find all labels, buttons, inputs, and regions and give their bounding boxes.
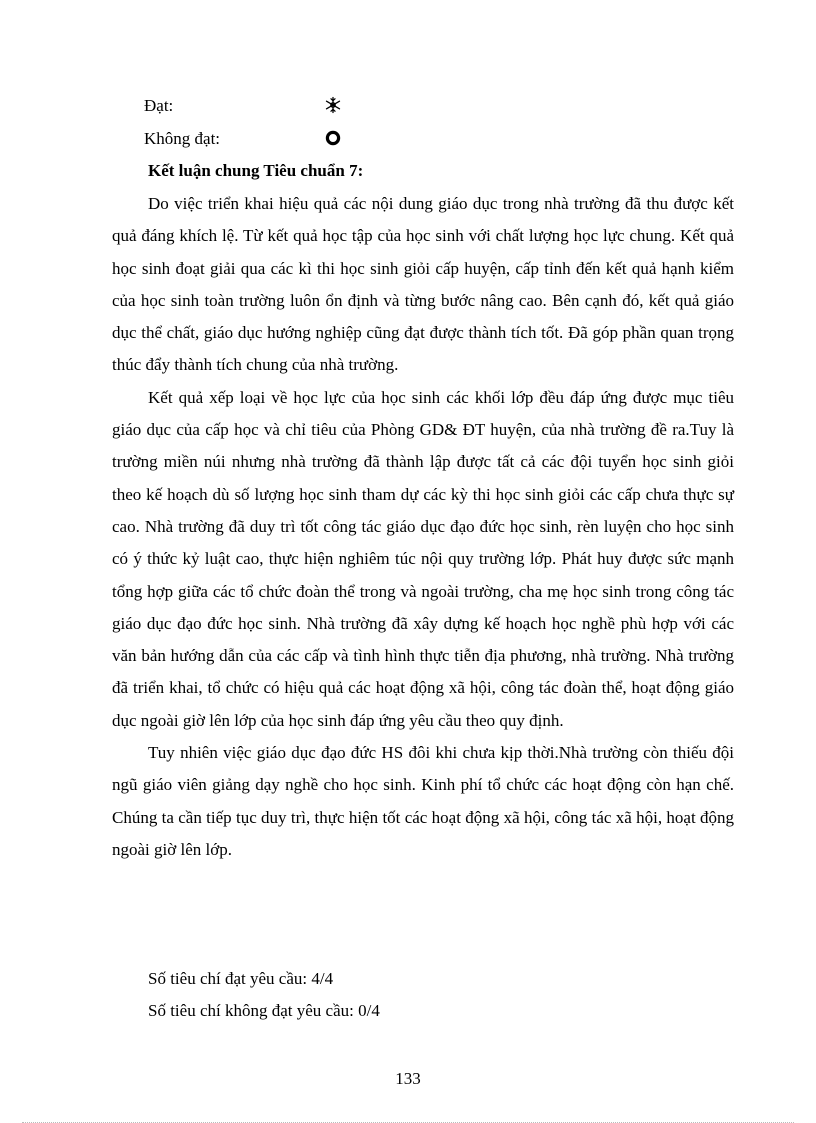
criteria-met-count: Số tiêu chí đạt yêu cầu: 4/4 — [148, 969, 334, 988]
legend-fail-label: Không đạt: — [144, 129, 221, 148]
criteria-not-met-count: Số tiêu chí không đạt yêu cầu: 0/4 — [148, 1001, 380, 1020]
ring-icon — [324, 129, 342, 147]
paragraph-limitations: Tuy nhiên việc giáo dục đạo đức HS đôi khi chưa kịp thời.Nhà trường còn thiếu đội ngũ giáo viên giảng dạy nghề cho học sinh. Kinh phí tổ chức các hoạt động còn hạn chế. Chúng ta cần tiếp tục duy trì, thực hiện tốt các hoạt động xã hội, công tác xã hội, hoạt động ngoài giờ lên lớp. — [112, 743, 734, 859]
body-text — [112, 188, 734, 866]
paragraph-summary: Do việc triển khai hiệu quả các nội dung giáo dục trong nhà trường đã thu được kết quả đáng khích lệ. Từ kết quả học tập của học sinh với chất lượng học lực chung. Kết quả học sinh đoạt giải qua các kì thi học sinh giỏi cấp huyện, cấp tỉnh đến kết quả hạnh kiểm của học sinh toàn trường luôn ổn định và từng bước nâng cao. Bên cạnh đó, kết quả giáo dục thể chất, giáo dục hướng nghiệp cũng đạt được thành tích tốt. Đã góp phần quan trọng thúc đẩy thành tích chung của nhà trường. — [112, 194, 734, 375]
paragraph-results: Kết quả xếp loại về học lực của học sinh các khối lớp đều đáp ứng được mục tiêu giáo dục của cấp học và chỉ tiêu của Phòng GD& ĐT huyện, của nhà trường đề ra.Tuy là trường miền núi nhưng nhà trường đã thành lập được tất cả các đội tuyển học sinh giỏi theo kế hoạch dù số lượng học sinh tham dự các kỳ thi học sinh giỏi các cấp chưa thực sự cao. Nhà trường đã duy trì tốt công tác giáo dục đạo đức học sinh, rèn luyện cho học sinh có ý thức kỷ luật cao, thực hiện nghiêm túc nội quy trường lớp. Phát huy được sức mạnh tổng hợp giữa các tổ chức đoàn thể trong và ngoài trường, cha mẹ học sinh trong công tác giáo dục đạo đức học sinh. Nhà trường đã xây dựng kế hoạch học nghề phù hợp với các văn bản hướng dẫn của các cấp và tình hình thực tiễn địa phương, nhà trường. Nhà trường đã triển khai, tổ chức có hiệu quả các hoạt động xã hội, công tác đoàn thể, hoạt động giáo dục ngoài giờ lên lớp của học sinh đáp ứng yêu cầu theo quy định. — [112, 387, 734, 730]
conclusion-heading: Kết luận chung Tiêu chuẩn 7: — [148, 161, 364, 180]
legend-pass-label: Đạt: — [144, 96, 174, 115]
page-number: 133 — [395, 1069, 421, 1088]
snowflake-icon — [324, 96, 342, 114]
